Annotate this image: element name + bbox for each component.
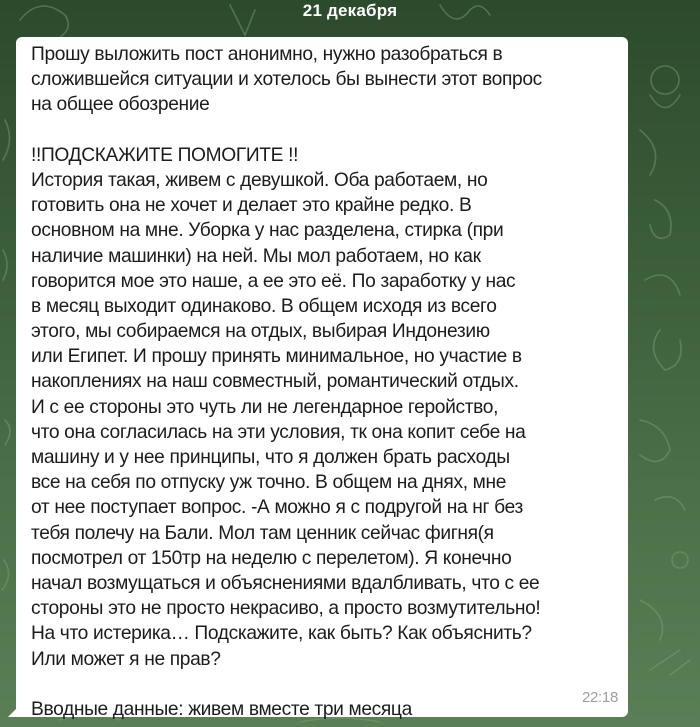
message-heading: !!ПОДСКАЖИТЕ ПОМОГИТЕ !! <box>31 144 299 166</box>
message-line: готовить она не хочет и делает это крайне редко. В <box>31 195 472 217</box>
message-line: или Египет. И прошу принять минимальное, но участие в <box>31 346 522 368</box>
message-line: накоплениях на наш совместный, романтический отдых. <box>31 371 519 393</box>
message-line: этого, мы собираемся на отдых, выбирая Индонезию <box>31 321 490 343</box>
paragraph-gap <box>31 672 618 697</box>
message-line: Или может я не прав? <box>31 648 221 670</box>
message-line: И с ее стороны это чуть ли не легендарное геройство, <box>31 396 499 418</box>
message-timestamp: 22:18 <box>581 688 618 706</box>
message-line: от нее поступает вопрос. -А можно я с подругой на нг без <box>31 497 523 519</box>
message-line: все на себя по отпуску уж точно. В общем на днях, мне <box>31 472 507 494</box>
message-intro <box>31 42 618 118</box>
message-line: говорится мое это наше, а ее это её. По заработку у нас <box>31 270 516 292</box>
message-footer <box>31 697 618 722</box>
message-line: в месяц выходит одинаково. В общем исходя из всего <box>31 295 497 317</box>
message-line: Прошу выложить пост анонимно, нужно разобраться в <box>31 44 503 65</box>
message-line: основном на мне. Уборка у нас разделена, стирка (при <box>31 220 504 242</box>
message-line: стороны это не просто некрасиво, а просто возмутительно! <box>31 598 541 620</box>
message-line: тебя полечу на Бали. Мол там ценник сейчас фигня(я <box>31 522 494 544</box>
message-line: посмотрел от 150тр на неделю с перелетом). Я конечно <box>31 547 512 569</box>
message-line: Вводные данные: живем вместе три месяца <box>31 698 412 720</box>
message-line: сложившейся ситуации и хотелось бы вынести этот вопрос <box>31 69 542 91</box>
message-line: начал возмущаться и объяснениями вдалбливать, что с ее <box>31 572 540 594</box>
message-line: На что истерика… Подскажите, как быть? Как объяснить? <box>31 623 532 645</box>
date-separator: 21 декабря <box>302 1 398 20</box>
message-line: История такая, живем с девушкой. Оба работаем, но <box>31 169 488 191</box>
message-line: наличие машинки) на ней. Мы мол работаем, но как <box>31 245 481 267</box>
message-line: на общее обозрение <box>31 94 210 116</box>
message-line: что она согласилась на эти условия, тк она копит себе на <box>31 421 526 443</box>
bubble-tail <box>8 707 18 717</box>
message-line: машину и у нее принципы, что я должен брать расходы <box>31 447 510 468</box>
message-body <box>31 143 618 672</box>
message-bubble[interactable] <box>16 37 628 720</box>
paragraph-gap <box>31 118 618 143</box>
